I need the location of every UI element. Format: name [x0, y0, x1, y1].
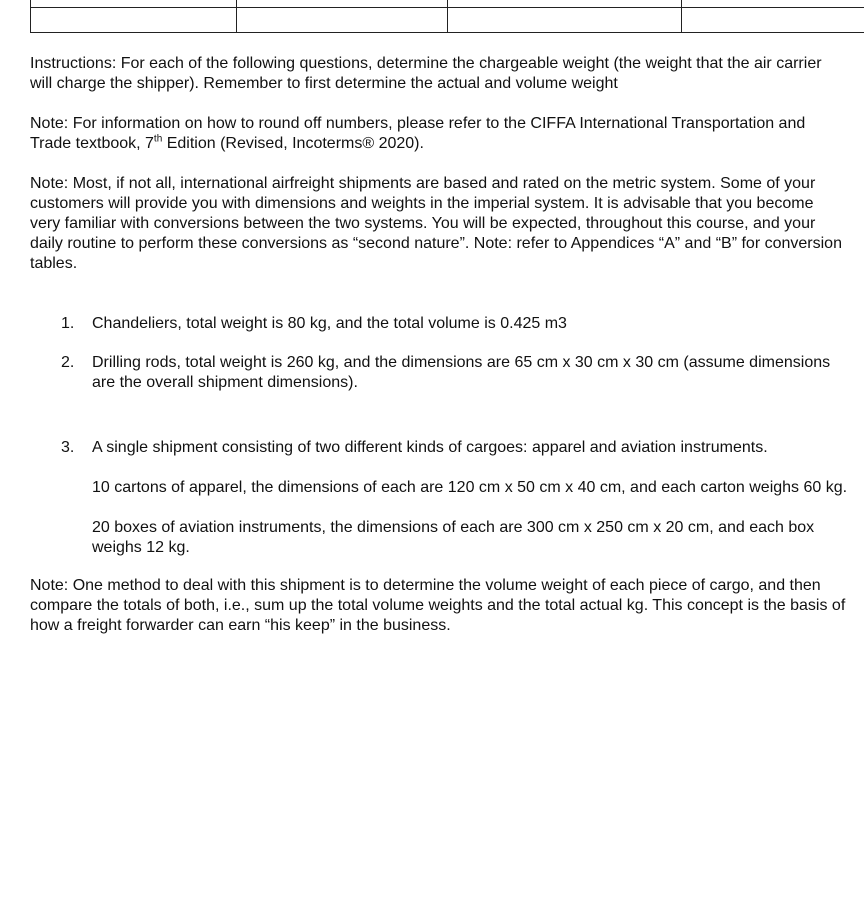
table-cell — [31, 0, 237, 8]
question-item — [30, 314, 848, 334]
question-item — [30, 353, 848, 393]
table-cell — [237, 0, 448, 8]
ordinal-superscript: th — [153, 133, 163, 145]
question-text: Drilling rods, total weight is 260 kg, and the dimensions are 65 cm x 30 cm x 30 cm (assume dimensions are the overall shipment dimensions). — [92, 354, 831, 391]
aviation-instruments-detail: 20 boxes of aviation instruments, the dimensions of each are 300 cm x 250 cm x 20 cm, and each box weighs 12 kg. — [92, 519, 815, 556]
table-row — [31, 8, 864, 33]
questions-list — [30, 314, 848, 458]
question-number: 1. — [61, 315, 75, 332]
table-cell — [682, 0, 864, 8]
note-rounding-text-end: Edition (Revised, Incoterms® 2020). — [162, 135, 424, 152]
table-cell — [448, 8, 682, 33]
note-method-paragraph: Note: One method to deal with this shipment is to determine the volume weight of each piece of cargo, and then compare the totals of both, i.e., sum up the total volume weights and the total actual kg. This concept is the basis of how a freight forwarder can earn “his keep” in the business. — [30, 577, 846, 634]
note-rounding-text: Note: For information on how to round off numbers, please refer to the CIFFA International Transportation and Trade textbook, 7 — [30, 115, 806, 152]
question-number: 2. — [61, 354, 75, 371]
note-metric-paragraph: Note: Most, if not all, international airfreight shipments are based and rated on the metric system. Some of your customers will provide you with dimensions and weights in the imperial system. It is advisable that you become very familiar with conversions between the two systems. You will be expected, throughout this course, and your daily routine to perform these conversions as “second nature”. Note: refer to Appendices “A” and “B” for conversion tables. — [30, 175, 842, 272]
table-row — [31, 0, 864, 8]
question-text: Chandeliers, total weight is 80 kg, and the total volume is 0.425 m3 — [92, 315, 567, 332]
question-number: 3. — [61, 439, 75, 456]
note-rounding-paragraph — [30, 114, 848, 154]
top-table — [30, 0, 864, 33]
table-cell — [31, 8, 237, 33]
table-cell — [237, 8, 448, 33]
question-item — [30, 438, 848, 458]
table-cell — [448, 0, 682, 8]
question-text: A single shipment consisting of two different kinds of cargoes: apparel and aviation instruments. — [92, 439, 768, 456]
apparel-detail: 10 cartons of apparel, the dimensions of each are 120 cm x 50 cm x 40 cm, and each carton weighs 60 kg. — [92, 479, 848, 496]
instructions-paragraph: Instructions: For each of the following questions, determine the chargeable weight (the weight that the air carrier will charge the shipper). Remember to first determine the actual and volume weight — [30, 55, 822, 92]
document-body — [30, 54, 848, 636]
table-cell — [682, 8, 864, 33]
